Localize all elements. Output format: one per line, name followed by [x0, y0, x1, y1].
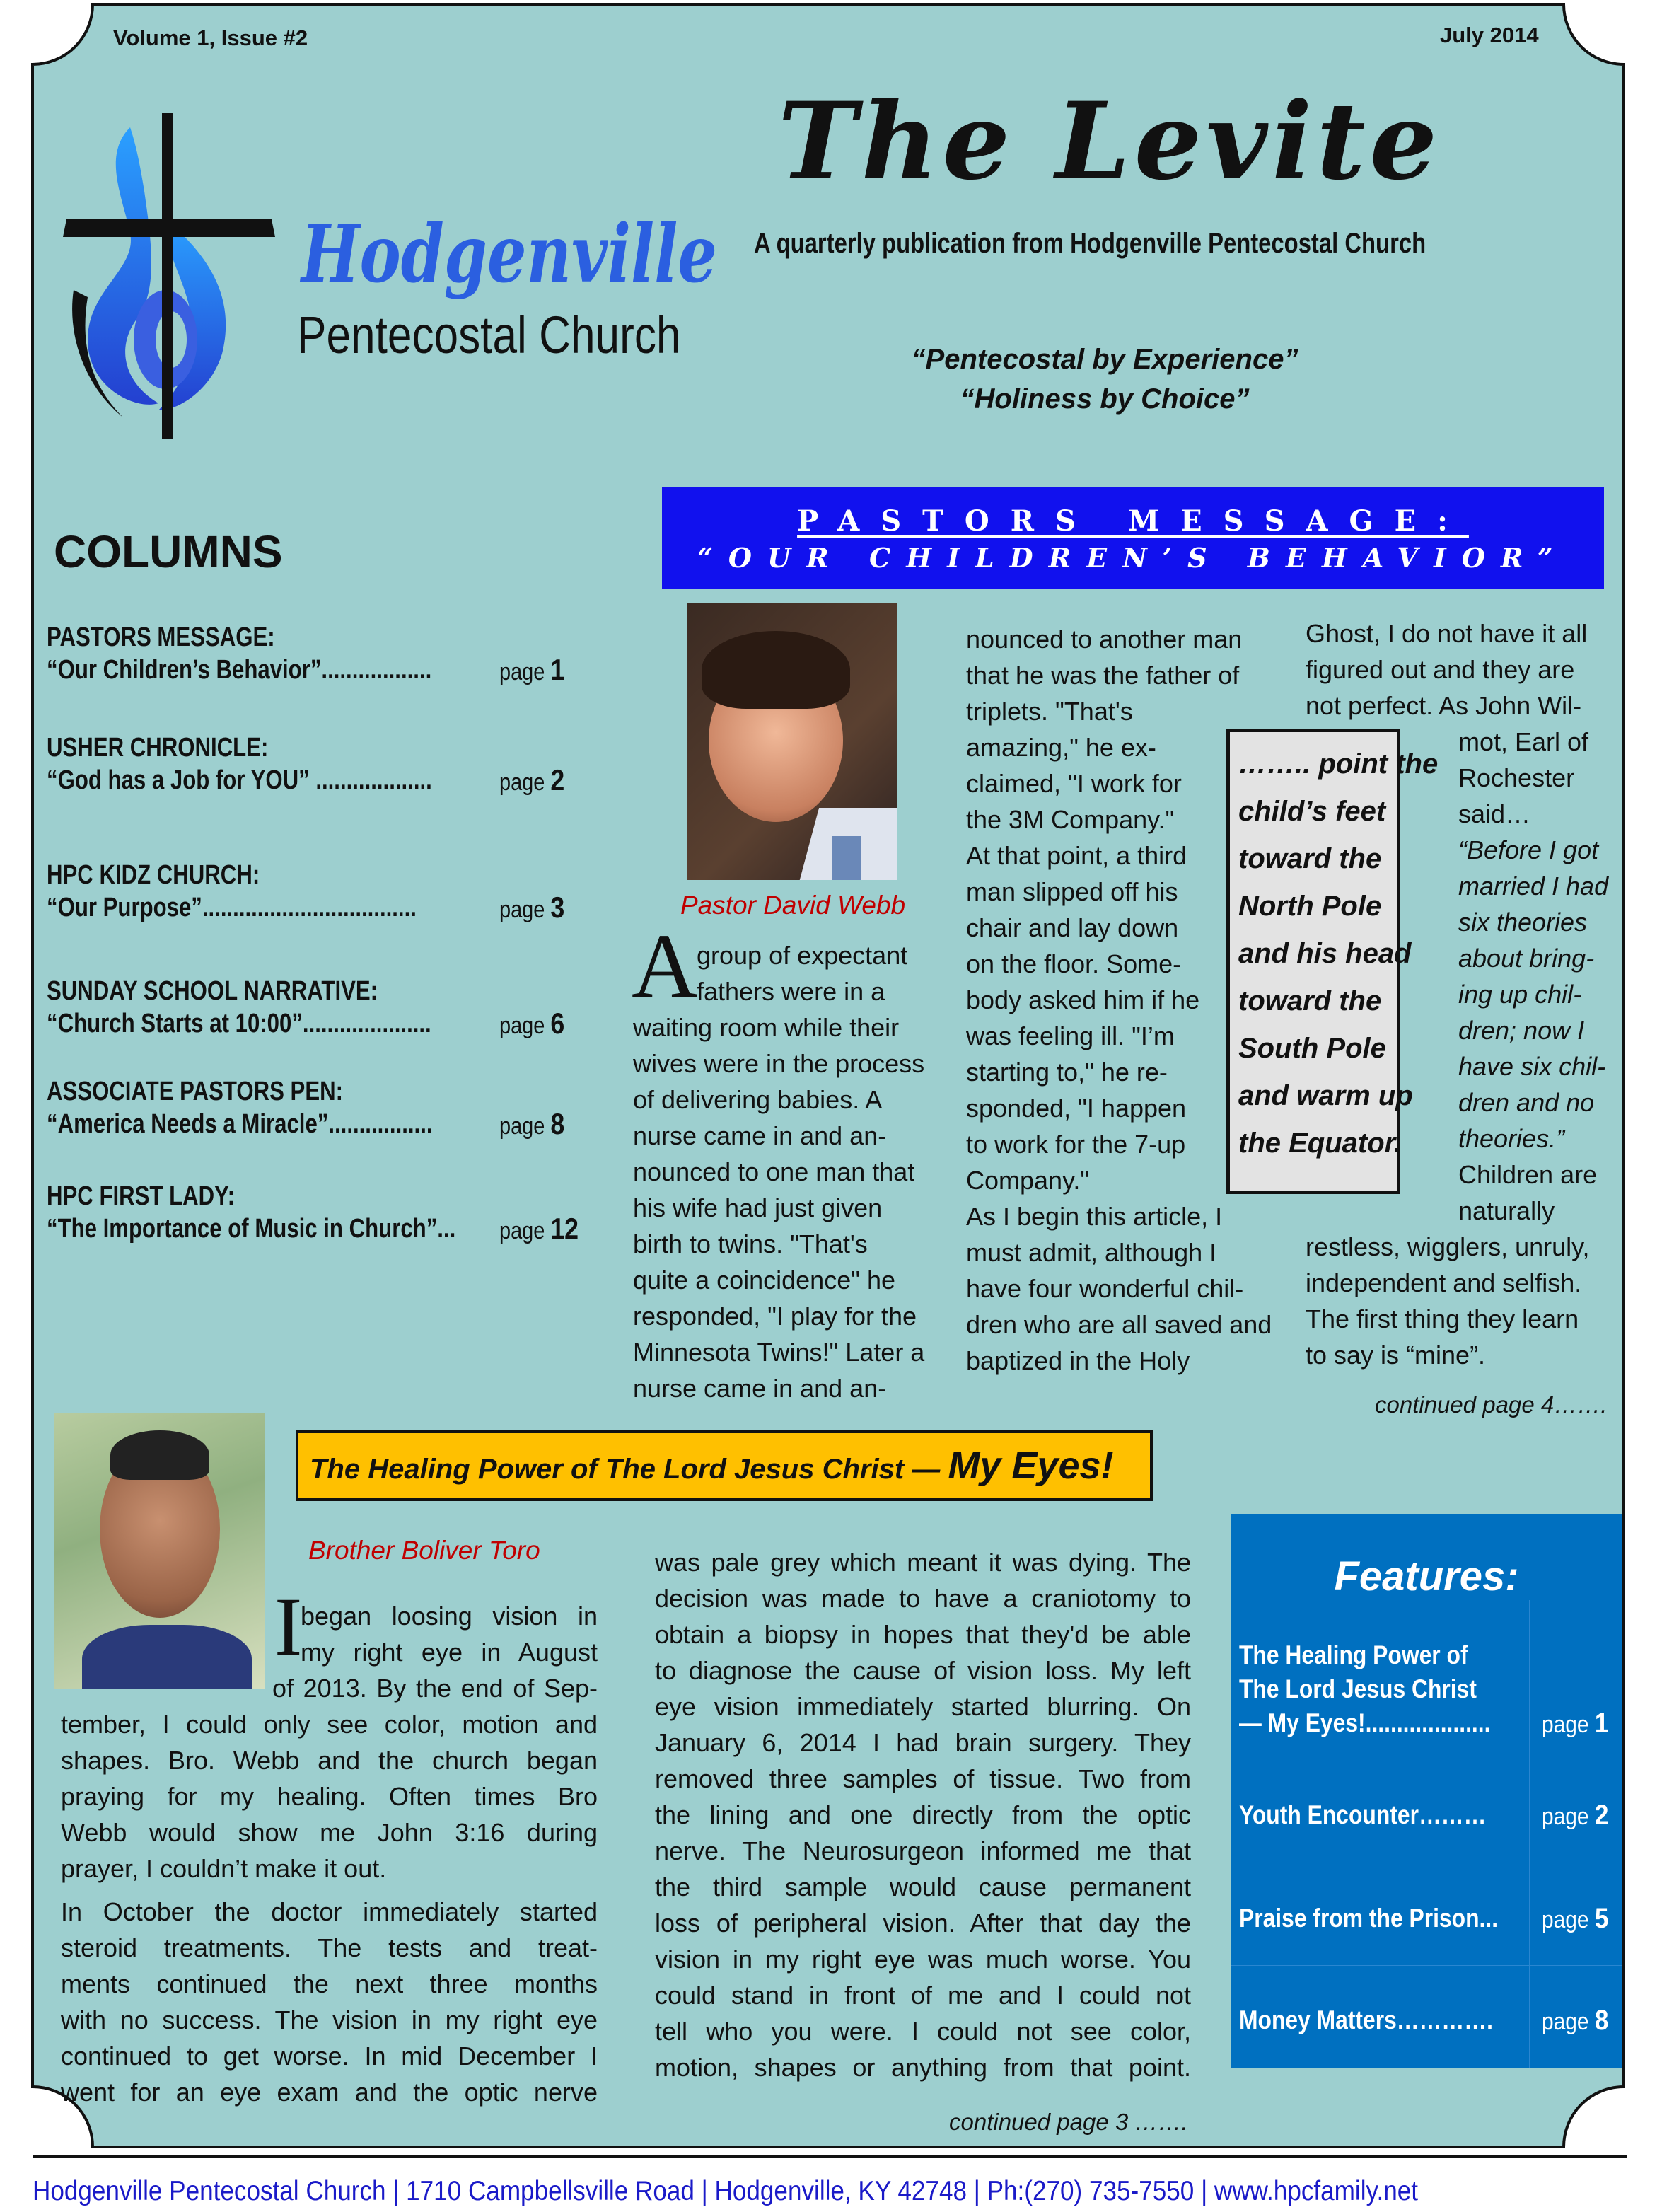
column-section-link[interactable]: USHER CHRONICLE:	[47, 733, 269, 763]
text-line: my right eye in August	[301, 1638, 598, 1667]
text-line: The first thing they learn	[1306, 1304, 1579, 1333]
continued-page-4-link[interactable]: continued page 4…….	[1375, 1391, 1608, 1418]
text-line: married I had	[1458, 872, 1609, 901]
text-line: dren who are all saved and	[966, 1310, 1272, 1339]
text-line: responded, "I play for the	[633, 1302, 917, 1331]
text-line: independent and selfish.	[1306, 1268, 1582, 1297]
text-line: ing up chil-	[1458, 980, 1582, 1009]
text-line: the third sample would cause permanent	[655, 1872, 1191, 1901]
text-line: “Before I got	[1458, 835, 1599, 864]
features-heading: Features:	[1334, 1553, 1519, 1599]
text-line: …….. point the	[1238, 748, 1439, 780]
features-box	[1231, 1514, 1622, 2068]
healing-article-banner	[296, 1430, 1153, 1501]
feature-page-number: page 2	[1542, 1800, 1609, 1831]
text-line: could stand in front of me and I could not	[655, 1981, 1191, 2010]
text-line: with no success. The vision in my right eye	[61, 2005, 598, 2034]
text-line: group of expectant	[697, 941, 908, 970]
text-line: to work for the 7-up	[966, 1130, 1186, 1159]
features-divider	[1529, 1600, 1530, 2068]
text-line: tember, I could only see color, motion and	[61, 1710, 598, 1739]
text-line: the Equator.	[1238, 1128, 1402, 1159]
text-line: and his head	[1238, 938, 1412, 969]
column-title: “Our Purpose”...................................	[47, 893, 417, 922]
column-page-number: page 6	[499, 1007, 565, 1040]
healing-column-2	[655, 1544, 1191, 2085]
pastor-photo-caption: Pastor David Webb	[680, 891, 906, 920]
text-line: In October the doctor immediately started	[61, 1897, 598, 1926]
column-section-link[interactable]: SUNDAY SCHOOL NARRATIVE:	[47, 976, 378, 1006]
feature-page-number: page 1	[1542, 1708, 1609, 1739]
text-line: body asked him if he	[966, 985, 1200, 1014]
text-line: motion, shapes or anything from that point.	[655, 2053, 1191, 2082]
text-line: sponded, "I happen	[966, 1094, 1187, 1123]
text-line: baptized in the Holy	[966, 1346, 1190, 1375]
healing-para-1	[61, 1706, 598, 1851]
text-line: of delivering babies. A	[633, 1085, 883, 1114]
text-line: waiting room while their	[633, 1013, 900, 1042]
author-photo	[54, 1413, 265, 1689]
text-line: vision in my right eye was much worse. You	[655, 1945, 1191, 1974]
text-line: theories.”	[1458, 1124, 1565, 1153]
text-line: dren; now I	[1458, 1016, 1585, 1045]
text-line: amazing," he ex-	[966, 733, 1156, 762]
motto-line-1: “Pentecostal by Experience”	[911, 344, 1298, 375]
text-line: toward the	[1238, 843, 1382, 874]
text-line: South Pole	[1238, 1033, 1386, 1064]
pastors-message-banner	[662, 487, 1604, 589]
text-line: have four wonderful chil-	[966, 1274, 1244, 1303]
text-line: his wife had just given	[633, 1193, 883, 1222]
text-line: removed three samples of tissue. Two from	[655, 1764, 1191, 1793]
text-line: naturally	[1458, 1196, 1555, 1225]
text-line: As I begin this article, I	[966, 1202, 1223, 1231]
motto-line-2: “Holiness by Choice”	[960, 383, 1250, 415]
text-line: about bring-	[1458, 944, 1595, 973]
feature-item-link[interactable]: The Healing Power of	[1239, 1640, 1468, 1669]
footer-rule	[33, 2155, 1627, 2158]
feature-item-link[interactable]: Youth Encounter………	[1239, 1800, 1487, 1829]
text-line: that he was the father of	[966, 661, 1240, 690]
banner-subtitle: “OUR CHILDREN’S BEHAVIOR”	[697, 542, 1569, 574]
text-line: Minnesota Twins!" Later a	[633, 1338, 925, 1367]
text-line: continued to get worse. In mid December I	[61, 2042, 598, 2071]
text-line: steroid treatments. The tests and treat-	[61, 1933, 598, 1962]
text-line: nurse came in and an-	[633, 1374, 887, 1403]
issue-volume: Volume 1, Issue #2	[113, 25, 308, 50]
wrap-text	[1458, 724, 1608, 832]
pastor-article-column-3-top	[1306, 615, 1587, 724]
text-line: claimed, "I work for	[966, 769, 1182, 798]
text-line: was pale grey which meant it was dying. The	[655, 1548, 1191, 1577]
text-line: the lining and one directly from the optic	[655, 1800, 1191, 1829]
text-line: figured out and they are	[1306, 655, 1575, 684]
text-line: Ghost, I do not have it all	[1306, 619, 1588, 648]
text-line: nurse came in and an-	[633, 1121, 887, 1150]
column-section-link[interactable]: PASTORS MESSAGE:	[47, 623, 275, 652]
column-section-link[interactable]: HPC KIDZ CHURCH:	[47, 860, 260, 890]
pastor-article-column-3-bottom	[1306, 1229, 1589, 1373]
text-line: Company."	[966, 1166, 1090, 1195]
features-divider	[1231, 1965, 1622, 1966]
text-line: obtain a biopsy in hopes that they'd be able	[655, 1620, 1191, 1649]
feature-page-number: page 5	[1542, 1903, 1609, 1934]
text-line: January 6, 2014 I had brain surgery. They	[655, 1728, 1191, 1757]
text-line: the 3M Company."	[966, 805, 1175, 834]
banner-emphasis: My Eyes!	[948, 1444, 1114, 1487]
column-page-number: page 12	[499, 1212, 579, 1245]
text-line: nounced to another man	[966, 625, 1243, 654]
text-line: triplets. "That's	[966, 697, 1133, 726]
text-line: fathers were in a	[697, 977, 885, 1006]
text-line: man slipped off his	[966, 877, 1178, 906]
drop-cap: I	[274, 1580, 303, 1673]
column-page-number: page 8	[499, 1107, 565, 1140]
text-line: ments continued the next three months	[61, 1969, 598, 1998]
text-line: chair and lay down	[966, 913, 1179, 942]
text-line: decision was made to have a craniotomy to	[655, 1584, 1191, 1613]
feature-item-link[interactable]: The Lord Jesus Christ	[1239, 1674, 1477, 1703]
text-line: Rochester	[1458, 763, 1575, 792]
column-title: “America Needs a Miracle”.................	[47, 1109, 433, 1139]
newsletter-title: The Levite	[778, 79, 1442, 204]
text-line: said…	[1458, 799, 1531, 828]
columns-heading: COLUMNS	[54, 526, 283, 577]
pull-quote-text	[1230, 732, 1439, 1167]
text-line: to say is “mine”.	[1306, 1340, 1486, 1370]
logo-name-hodgenville: Hodgenville	[301, 208, 717, 301]
wilmot-quote	[1458, 832, 1608, 1157]
pastor-photo	[687, 603, 897, 880]
healing-para-1-indented	[301, 1598, 598, 1670]
wrap-text-end	[1458, 1157, 1608, 1229]
banner-title: PASTORS MESSAGE:	[797, 504, 1469, 538]
feature-item-link[interactable]: Money Matters………….	[1239, 2005, 1493, 2034]
text-line: began loosing vision in	[301, 1602, 598, 1631]
column-title: “The Importance of Music in Church”...	[47, 1214, 456, 1244]
text-line: and warm up	[1238, 1080, 1413, 1111]
text-line: of 2013. By the end of Sep-	[272, 1674, 598, 1703]
footer-contact: Hodgenville Pentecostal Church | 1710 Campbellsville Road | Hodgenville, KY 42748 | Ph:(270) 735-7550 | www.hpcfamily.net	[33, 2176, 1418, 2206]
text-line: Webb would show me John 3:16 during	[61, 1818, 598, 1847]
text-line: Children are	[1458, 1160, 1598, 1189]
text-line: six theories	[1458, 908, 1588, 937]
text-line: praying for my healing. Often times Bro	[61, 1782, 598, 1811]
text-line: dren and no	[1458, 1088, 1595, 1117]
text-line: have six chil-	[1458, 1052, 1606, 1081]
text-line: eye vision immediately started blurring. On	[655, 1692, 1191, 1721]
issue-date: July 2014	[1440, 23, 1539, 47]
feature-item-link[interactable]: — My Eyes!....................	[1239, 1708, 1491, 1737]
text-line: restless, wigglers, unruly,	[1306, 1232, 1590, 1261]
pastor-article-column-3-wrap	[1458, 724, 1608, 1229]
pastor-article-column-1	[633, 937, 924, 1406]
column-title: “God has a Job for YOU” ...................	[47, 765, 432, 795]
text-line: child’s feet	[1238, 796, 1386, 827]
text-line: nerve. The Neurosurgeon informed me that	[655, 1836, 1191, 1865]
feature-page-number: page 8	[1542, 2005, 1609, 2036]
text-line: birth to twins. "That's	[633, 1229, 868, 1258]
column-section-link[interactable]: HPC FIRST LADY:	[47, 1181, 236, 1211]
column-page-number: page 2	[499, 763, 565, 797]
text-line: was feeling ill. "I’m	[966, 1021, 1175, 1050]
article-author: Brother Boliver Toro	[308, 1536, 540, 1565]
text-line: At that point, a third	[966, 841, 1187, 870]
column-page-number: page 1	[499, 653, 565, 686]
text-line: not perfect. As John Wil-	[1306, 691, 1582, 720]
text-line: on the floor. Some-	[966, 949, 1182, 978]
drop-cap: A	[632, 915, 698, 1017]
continued-page-3-link[interactable]: continued page 3 …….	[949, 2109, 1188, 2135]
text-line: mot, Earl of	[1458, 727, 1589, 756]
text-line: loss of peripheral vision. After that day the	[655, 1909, 1191, 1938]
church-logo-cross-flame-icon	[59, 113, 286, 439]
feature-item-link[interactable]: Praise from the Prison...	[1239, 1904, 1499, 1933]
text-line: nounced to one man that	[633, 1157, 915, 1186]
pull-quote-box	[1226, 729, 1439, 1194]
text-line: North Pole	[1238, 891, 1382, 922]
text-line: must admit, although I	[966, 1238, 1217, 1267]
text-line: wives were in the process	[633, 1049, 925, 1078]
newsletter-subtitle: A quarterly publication from Hodgenville Pentecostal Church	[754, 228, 1426, 259]
healing-para-1-last: prayer, I couldn’t make it out.	[61, 1854, 387, 1883]
column-section-link[interactable]: ASSOCIATE PASTORS PEN:	[47, 1077, 343, 1106]
text-line: went for an eye exam and the optic nerve	[61, 2078, 598, 2107]
text-line: toward the	[1238, 985, 1382, 1017]
text-line: shapes. Bro. Webb and the church began	[61, 1746, 598, 1775]
column-title: “Our Children’s Behavior”..................	[47, 655, 432, 685]
text-line: quite a coincidence" he	[633, 1266, 896, 1295]
healing-para-2	[61, 1894, 598, 2110]
banner-title: The Healing Power of The Lord Jesus Christ —	[310, 1454, 948, 1485]
column-page-number: page 3	[499, 891, 565, 924]
text-line: to diagnose the cause of vision loss. My left	[655, 1656, 1191, 1685]
logo-name-pentecostal-church: Pentecostal Church	[297, 306, 681, 364]
column-title: “Church Starts at 10:00”.....................	[47, 1009, 431, 1038]
healing-para-1-line-3	[272, 1670, 598, 1706]
text-line: starting to," he re-	[966, 1058, 1168, 1087]
text-line: tell who you were. I could not see color,	[655, 2017, 1191, 2046]
